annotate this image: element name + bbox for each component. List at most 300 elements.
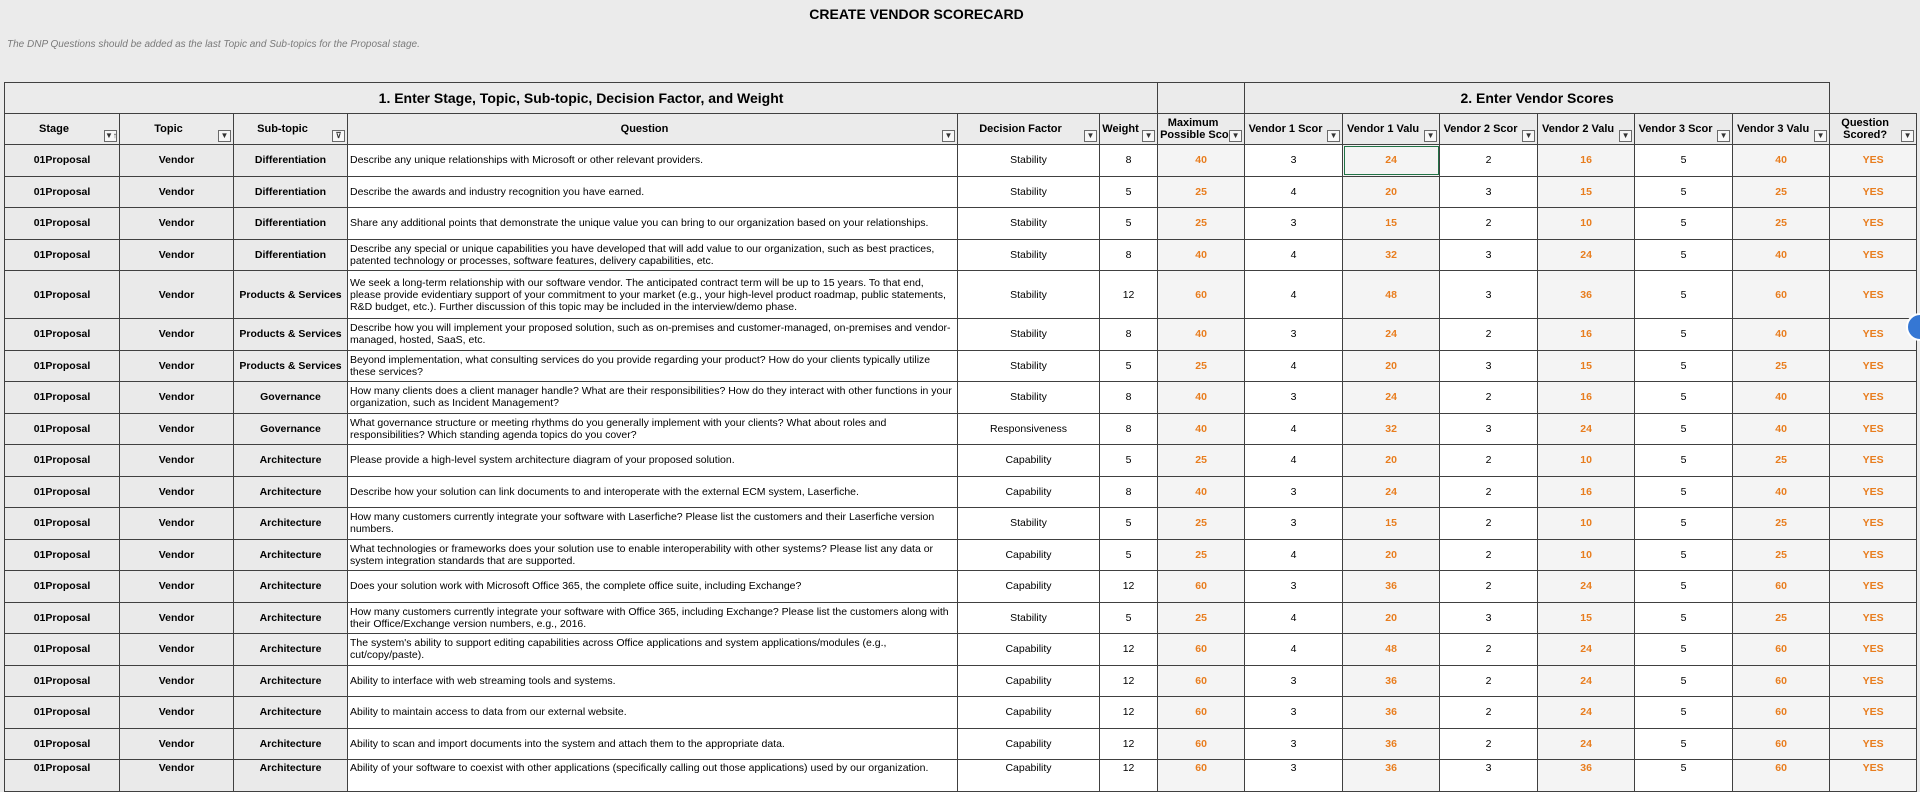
subtopic-cell[interactable]: Products & Services: [234, 319, 348, 351]
vendor1-score-cell[interactable]: 3: [1245, 508, 1343, 540]
question-scored-cell[interactable]: YES: [1830, 571, 1917, 603]
vendor2-score-cell[interactable]: 2: [1440, 634, 1538, 666]
max-score-cell[interactable]: 60: [1158, 728, 1245, 760]
decision-factor-cell[interactable]: Stability: [958, 350, 1100, 382]
vendor3-score-cell[interactable]: 5: [1635, 728, 1733, 760]
vendor3-score-cell[interactable]: 5: [1635, 571, 1733, 603]
stage-cell[interactable]: 01Proposal: [5, 271, 120, 319]
weight-cell[interactable]: 8: [1100, 145, 1158, 177]
vendor2-value-cell[interactable]: 24: [1538, 634, 1635, 666]
max-score-cell[interactable]: 40: [1158, 239, 1245, 271]
vendor2-value-cell[interactable]: 10: [1538, 508, 1635, 540]
vendor2-score-cell[interactable]: 2: [1440, 145, 1538, 177]
question-cell[interactable]: Describe any special or unique capabilities you have developed that will add value to our organization, such as best practices, patented technology or processes, software features, delivery capabilities, etc.: [348, 239, 958, 271]
vendor1-value-cell[interactable]: 36: [1343, 728, 1440, 760]
vendor3-value-cell[interactable]: 25: [1733, 445, 1830, 477]
column-header-topic[interactable]: Topic ▼: [120, 114, 234, 145]
stage-cell[interactable]: 01Proposal: [5, 176, 120, 208]
vendor2-value-cell[interactable]: 24: [1538, 665, 1635, 697]
weight-cell[interactable]: 5: [1100, 176, 1158, 208]
filter-dropdown-icon[interactable]: ▼: [1901, 130, 1914, 142]
stage-cell[interactable]: 01Proposal: [5, 602, 120, 634]
column-header-vendor3-value[interactable]: Vendor 3 Valu ▼: [1733, 114, 1830, 145]
question-cell[interactable]: Describe how you will implement your proposed solution, such as on-premises and customer-managed, on-premises and vendor-managed, hosted, SaaS, etc.: [348, 319, 958, 351]
question-scored-cell[interactable]: YES: [1830, 382, 1917, 414]
vendor1-score-cell[interactable]: 4: [1245, 539, 1343, 571]
subtopic-cell[interactable]: Architecture: [234, 665, 348, 697]
topic-cell[interactable]: Vendor: [120, 697, 234, 729]
weight-cell[interactable]: 12: [1100, 271, 1158, 319]
subtopic-cell[interactable]: Products & Services: [234, 350, 348, 382]
subtopic-cell[interactable]: Architecture: [234, 634, 348, 666]
decision-factor-cell[interactable]: Stability: [958, 508, 1100, 540]
vendor3-value-cell[interactable]: 25: [1733, 602, 1830, 634]
vendor2-value-cell[interactable]: 10: [1538, 445, 1635, 477]
weight-cell[interactable]: 8: [1100, 476, 1158, 508]
question-cell[interactable]: Share any additional points that demonstrate the unique value you can bring to our organization based on your relationships.: [348, 208, 958, 240]
topic-cell[interactable]: Vendor: [120, 445, 234, 477]
subtopic-cell[interactable]: Products & Services: [234, 271, 348, 319]
max-score-cell[interactable]: 25: [1158, 508, 1245, 540]
vendor2-value-cell[interactable]: 24: [1538, 697, 1635, 729]
question-scored-cell[interactable]: YES: [1830, 413, 1917, 445]
max-score-cell[interactable]: 60: [1158, 697, 1245, 729]
decision-factor-cell[interactable]: Capability: [958, 634, 1100, 666]
column-header-subtopic[interactable]: Sub-topic ⊽: [234, 114, 348, 145]
question-scored-cell[interactable]: YES: [1830, 508, 1917, 540]
question-cell[interactable]: Beyond implementation, what consulting services do you provide regarding your product? How do your clients typically utilize these services?: [348, 350, 958, 382]
vendor1-value-cell[interactable]: 48: [1343, 271, 1440, 319]
question-scored-cell[interactable]: YES: [1830, 476, 1917, 508]
question-cell[interactable]: Does your solution work with Microsoft Office 365, the complete office suite, including Exchange?: [348, 571, 958, 603]
question-cell[interactable]: Ability to scan and import documents into the system and attach them to the appropriate data.: [348, 728, 958, 760]
vendor2-score-cell[interactable]: 2: [1440, 382, 1538, 414]
vendor1-value-cell[interactable]: 32: [1343, 413, 1440, 445]
question-cell[interactable]: Describe any unique relationships with Microsoft or other relevant providers.: [348, 145, 958, 177]
weight-cell[interactable]: 12: [1100, 697, 1158, 729]
vendor1-score-cell[interactable]: 3: [1245, 571, 1343, 603]
column-header-vendor1-score[interactable]: Vendor 1 Scor ▼: [1245, 114, 1343, 145]
topic-cell[interactable]: Vendor: [120, 413, 234, 445]
filter-dropdown-icon[interactable]: ▼: [218, 130, 231, 142]
decision-factor-cell[interactable]: Capability: [958, 728, 1100, 760]
vendor3-value-cell[interactable]: 25: [1733, 208, 1830, 240]
vendor3-score-cell[interactable]: 5: [1635, 413, 1733, 445]
subtopic-cell[interactable]: Differentiation: [234, 145, 348, 177]
decision-factor-cell[interactable]: Capability: [958, 476, 1100, 508]
vendor3-score-cell[interactable]: 5: [1635, 508, 1733, 540]
question-scored-cell[interactable]: YES: [1830, 728, 1917, 760]
subtopic-cell[interactable]: Architecture: [234, 728, 348, 760]
vendor1-value-cell[interactable]: 20: [1343, 539, 1440, 571]
weight-cell[interactable]: 5: [1100, 539, 1158, 571]
vendor3-score-cell[interactable]: 5: [1635, 350, 1733, 382]
vendor3-value-cell[interactable]: 40: [1733, 382, 1830, 414]
vendor3-score-cell[interactable]: 5: [1635, 539, 1733, 571]
topic-cell[interactable]: Vendor: [120, 665, 234, 697]
question-cell[interactable]: Describe the awards and industry recognition you have earned.: [348, 176, 958, 208]
subtopic-cell[interactable]: Architecture: [234, 476, 348, 508]
column-header-question-scored[interactable]: Question Scored? ▼: [1830, 114, 1917, 145]
question-cell[interactable]: The system's ability to support editing capabilities across Office applications and system applications/modules (e.g., cut/copy/paste).: [348, 634, 958, 666]
max-score-cell[interactable]: 40: [1158, 145, 1245, 177]
vendor3-score-cell[interactable]: 5: [1635, 760, 1733, 792]
vendor1-score-cell[interactable]: 4: [1245, 634, 1343, 666]
subtopic-cell[interactable]: Architecture: [234, 445, 348, 477]
stage-cell[interactable]: 01Proposal: [5, 208, 120, 240]
weight-cell[interactable]: 5: [1100, 508, 1158, 540]
vendor2-score-cell[interactable]: 2: [1440, 665, 1538, 697]
vendor1-value-cell[interactable]: 15: [1343, 508, 1440, 540]
decision-factor-cell[interactable]: Capability: [958, 571, 1100, 603]
vendor1-score-cell[interactable]: 4: [1245, 271, 1343, 319]
max-score-cell[interactable]: 25: [1158, 350, 1245, 382]
vendor3-value-cell[interactable]: 25: [1733, 176, 1830, 208]
weight-cell[interactable]: 12: [1100, 760, 1158, 792]
stage-cell[interactable]: 01Proposal: [5, 145, 120, 177]
vendor1-value-cell[interactable]: 15: [1343, 208, 1440, 240]
vendor3-value-cell[interactable]: 60: [1733, 634, 1830, 666]
subtopic-cell[interactable]: Architecture: [234, 602, 348, 634]
max-score-cell[interactable]: 60: [1158, 271, 1245, 319]
stage-cell[interactable]: 01Proposal: [5, 445, 120, 477]
vendor2-value-cell[interactable]: 15: [1538, 602, 1635, 634]
vendor2-score-cell[interactable]: 3: [1440, 413, 1538, 445]
filter-dropdown-icon[interactable]: ▼: [1229, 130, 1242, 142]
stage-cell[interactable]: 01Proposal: [5, 634, 120, 666]
vendor1-score-cell[interactable]: 4: [1245, 176, 1343, 208]
topic-cell[interactable]: Vendor: [120, 382, 234, 414]
filter-dropdown-icon[interactable]: ▼: [1424, 130, 1437, 142]
stage-cell[interactable]: 01Proposal: [5, 476, 120, 508]
question-scored-cell[interactable]: YES: [1830, 760, 1917, 792]
vendor3-score-cell[interactable]: 5: [1635, 271, 1733, 319]
vendor1-value-cell[interactable]: 36: [1343, 571, 1440, 603]
vendor1-value-cell[interactable]: 20: [1343, 445, 1440, 477]
vendor2-score-cell[interactable]: 3: [1440, 602, 1538, 634]
vendor3-score-cell[interactable]: 5: [1635, 602, 1733, 634]
vendor2-value-cell[interactable]: 10: [1538, 208, 1635, 240]
vendor3-score-cell[interactable]: 5: [1635, 634, 1733, 666]
vendor1-score-cell[interactable]: 4: [1245, 413, 1343, 445]
max-score-cell[interactable]: 60: [1158, 760, 1245, 792]
decision-factor-cell[interactable]: Capability: [958, 665, 1100, 697]
vendor3-value-cell[interactable]: 60: [1733, 760, 1830, 792]
vendor3-value-cell[interactable]: 25: [1733, 539, 1830, 571]
decision-factor-cell[interactable]: Stability: [958, 602, 1100, 634]
filter-dropdown-icon[interactable]: ▼: [1522, 130, 1535, 142]
vendor1-value-cell[interactable]: 24: [1343, 319, 1440, 351]
max-score-cell[interactable]: 40: [1158, 319, 1245, 351]
vendor1-score-cell[interactable]: 4: [1245, 239, 1343, 271]
weight-cell[interactable]: 8: [1100, 413, 1158, 445]
vendor3-value-cell[interactable]: 40: [1733, 476, 1830, 508]
vendor3-score-cell[interactable]: 5: [1635, 445, 1733, 477]
weight-cell[interactable]: 5: [1100, 445, 1158, 477]
vendor3-score-cell[interactable]: 5: [1635, 476, 1733, 508]
topic-cell[interactable]: Vendor: [120, 145, 234, 177]
vendor3-value-cell[interactable]: 60: [1733, 571, 1830, 603]
vendor1-score-cell[interactable]: 3: [1245, 728, 1343, 760]
subtopic-cell[interactable]: Architecture: [234, 539, 348, 571]
filter-dropdown-icon[interactable]: ▼: [1717, 130, 1730, 142]
vendor1-score-cell[interactable]: 3: [1245, 665, 1343, 697]
vendor3-score-cell[interactable]: 5: [1635, 319, 1733, 351]
subtopic-cell[interactable]: Architecture: [234, 760, 348, 792]
vendor2-score-cell[interactable]: 3: [1440, 176, 1538, 208]
stage-cell[interactable]: 01Proposal: [5, 508, 120, 540]
question-cell[interactable]: What governance structure or meeting rhythms do you generally implement with your clients? What about roles and responsibilities? Which standing agenda topics do you cover?: [348, 413, 958, 445]
question-cell[interactable]: Ability to interface with web streaming tools and systems.: [348, 665, 958, 697]
vendor2-score-cell[interactable]: 2: [1440, 319, 1538, 351]
max-score-cell[interactable]: 60: [1158, 634, 1245, 666]
topic-cell[interactable]: Vendor: [120, 539, 234, 571]
topic-cell[interactable]: Vendor: [120, 208, 234, 240]
vendor2-score-cell[interactable]: 2: [1440, 697, 1538, 729]
vendor3-score-cell[interactable]: 5: [1635, 145, 1733, 177]
vendor3-value-cell[interactable]: 60: [1733, 728, 1830, 760]
question-scored-cell[interactable]: YES: [1830, 319, 1917, 351]
filter-dropdown-icon[interactable]: ▼: [1084, 130, 1097, 142]
column-header-vendor2-score[interactable]: Vendor 2 Scor ▼: [1440, 114, 1538, 145]
column-header-vendor1-value[interactable]: Vendor 1 Valu ▼: [1343, 114, 1440, 145]
vendor2-value-cell[interactable]: 16: [1538, 145, 1635, 177]
topic-cell[interactable]: Vendor: [120, 728, 234, 760]
vendor3-score-cell[interactable]: 5: [1635, 665, 1733, 697]
question-scored-cell[interactable]: YES: [1830, 665, 1917, 697]
vendor1-value-cell[interactable]: 20: [1343, 176, 1440, 208]
vendor2-score-cell[interactable]: 3: [1440, 350, 1538, 382]
vendor3-score-cell[interactable]: 5: [1635, 382, 1733, 414]
vendor1-value-cell[interactable]: 24: [1343, 382, 1440, 414]
decision-factor-cell[interactable]: Stability: [958, 176, 1100, 208]
question-scored-cell[interactable]: YES: [1830, 697, 1917, 729]
vendor1-score-cell[interactable]: 3: [1245, 208, 1343, 240]
column-header-max-score[interactable]: Maximum Possible Sco ▼: [1158, 114, 1245, 145]
stage-cell[interactable]: 01Proposal: [5, 571, 120, 603]
question-scored-cell[interactable]: YES: [1830, 239, 1917, 271]
max-score-cell[interactable]: 25: [1158, 445, 1245, 477]
vendor3-score-cell[interactable]: 5: [1635, 239, 1733, 271]
question-cell[interactable]: Ability to maintain access to data from our external website.: [348, 697, 958, 729]
filter-funnel-icon[interactable]: ⊽: [332, 130, 345, 142]
max-score-cell[interactable]: 60: [1158, 665, 1245, 697]
weight-cell[interactable]: 12: [1100, 728, 1158, 760]
max-score-cell[interactable]: 40: [1158, 382, 1245, 414]
max-score-cell[interactable]: 40: [1158, 476, 1245, 508]
subtopic-cell[interactable]: Architecture: [234, 571, 348, 603]
stage-cell[interactable]: 01Proposal: [5, 350, 120, 382]
vendor3-value-cell[interactable]: 40: [1733, 239, 1830, 271]
vendor1-score-cell[interactable]: 4: [1245, 445, 1343, 477]
stage-cell[interactable]: 01Proposal: [5, 413, 120, 445]
vendor3-value-cell[interactable]: 60: [1733, 665, 1830, 697]
max-score-cell[interactable]: 60: [1158, 571, 1245, 603]
topic-cell[interactable]: Vendor: [120, 271, 234, 319]
filter-dropdown-icon[interactable]: ▼: [942, 130, 955, 142]
topic-cell[interactable]: Vendor: [120, 319, 234, 351]
column-header-vendor2-value[interactable]: Vendor 2 Valu ▼: [1538, 114, 1635, 145]
vendor3-value-cell[interactable]: 40: [1733, 319, 1830, 351]
sort-filter-icon[interactable]: ▼↑: [105, 131, 117, 140]
vendor2-value-cell[interactable]: 16: [1538, 319, 1635, 351]
vendor2-score-cell[interactable]: 3: [1440, 239, 1538, 271]
question-cell[interactable]: How many customers currently integrate your software with Laserfiche? Please list the customers and their Laserfiche version numbers.: [348, 508, 958, 540]
decision-factor-cell[interactable]: Capability: [958, 697, 1100, 729]
decision-factor-cell[interactable]: Stability: [958, 208, 1100, 240]
vendor1-value-cell[interactable]: 36: [1343, 760, 1440, 792]
weight-cell[interactable]: 8: [1100, 239, 1158, 271]
question-scored-cell[interactable]: YES: [1830, 145, 1917, 177]
weight-cell[interactable]: 12: [1100, 634, 1158, 666]
topic-cell[interactable]: Vendor: [120, 239, 234, 271]
subtopic-cell[interactable]: Architecture: [234, 697, 348, 729]
column-header-vendor3-score[interactable]: Vendor 3 Scor ▼: [1635, 114, 1733, 145]
vendor1-value-cell[interactable]: 24: [1343, 145, 1440, 177]
topic-cell[interactable]: Vendor: [120, 602, 234, 634]
vendor3-score-cell[interactable]: 5: [1635, 208, 1733, 240]
vendor3-score-cell[interactable]: 5: [1635, 697, 1733, 729]
decision-factor-cell[interactable]: Capability: [958, 445, 1100, 477]
question-cell[interactable]: How many customers currently integrate your software with Office 365, including Exchange? Please list the customers along with their Office/Exchange version numbers, e.g., 2016.: [348, 602, 958, 634]
vendor1-value-cell[interactable]: 48: [1343, 634, 1440, 666]
vendor1-score-cell[interactable]: 3: [1245, 145, 1343, 177]
question-cell[interactable]: What technologies or frameworks does your solution use to enable interoperability with other systems? Please list any data or system integration standards that are supported.: [348, 539, 958, 571]
question-scored-cell[interactable]: YES: [1830, 634, 1917, 666]
weight-cell[interactable]: 5: [1100, 602, 1158, 634]
topic-cell[interactable]: Vendor: [120, 571, 234, 603]
topic-cell[interactable]: Vendor: [120, 476, 234, 508]
max-score-cell[interactable]: 25: [1158, 602, 1245, 634]
vendor2-value-cell[interactable]: 15: [1538, 350, 1635, 382]
vendor1-value-cell[interactable]: 20: [1343, 602, 1440, 634]
subtopic-cell[interactable]: Differentiation: [234, 176, 348, 208]
subtopic-cell[interactable]: Differentiation: [234, 239, 348, 271]
vendor1-score-cell[interactable]: 3: [1245, 382, 1343, 414]
stage-cell[interactable]: 01Proposal: [5, 319, 120, 351]
weight-cell[interactable]: 5: [1100, 208, 1158, 240]
subtopic-cell[interactable]: Architecture: [234, 508, 348, 540]
topic-cell[interactable]: Vendor: [120, 350, 234, 382]
question-cell[interactable]: Please provide a high-level system architecture diagram of your proposed solution.: [348, 445, 958, 477]
question-scored-cell[interactable]: YES: [1830, 208, 1917, 240]
question-scored-cell[interactable]: YES: [1830, 176, 1917, 208]
max-score-cell[interactable]: 25: [1158, 176, 1245, 208]
column-header-question[interactable]: Question ▼: [348, 114, 958, 145]
vendor2-score-cell[interactable]: 2: [1440, 508, 1538, 540]
question-cell[interactable]: We seek a long-term relationship with our software vendor. The anticipated contract term will be up to 15 years. To that end, please provide evidentiary support of your commitment to your market (e.g., your high-level product roadmap, public statements, R&D budget, etc.). Further discussion of this topic may be included in the interview/demo phase.: [348, 271, 958, 319]
vendor1-value-cell[interactable]: 20: [1343, 350, 1440, 382]
decision-factor-cell[interactable]: Stability: [958, 145, 1100, 177]
decision-factor-cell[interactable]: Stability: [958, 271, 1100, 319]
vendor2-value-cell[interactable]: 24: [1538, 571, 1635, 603]
decision-factor-cell[interactable]: Stability: [958, 382, 1100, 414]
vendor3-value-cell[interactable]: 40: [1733, 413, 1830, 445]
vendor2-value-cell[interactable]: 36: [1538, 271, 1635, 319]
question-scored-cell[interactable]: YES: [1830, 445, 1917, 477]
vendor3-value-cell[interactable]: 60: [1733, 697, 1830, 729]
vendor2-score-cell[interactable]: 2: [1440, 476, 1538, 508]
vendor3-value-cell[interactable]: 25: [1733, 350, 1830, 382]
column-header-stage[interactable]: Stage ▼↑: [5, 114, 120, 145]
vendor1-value-cell[interactable]: 24: [1343, 476, 1440, 508]
vendor2-value-cell[interactable]: 36: [1538, 760, 1635, 792]
question-scored-cell[interactable]: YES: [1830, 602, 1917, 634]
question-cell[interactable]: Ability of your software to coexist with other applications (specifically calling out those applications) used by our organization.: [348, 760, 958, 792]
vendor2-score-cell[interactable]: 2: [1440, 445, 1538, 477]
decision-factor-cell[interactable]: Capability: [958, 539, 1100, 571]
vendor2-value-cell[interactable]: 24: [1538, 239, 1635, 271]
vendor2-score-cell[interactable]: 2: [1440, 539, 1538, 571]
vendor2-score-cell[interactable]: 3: [1440, 271, 1538, 319]
decision-factor-cell[interactable]: Stability: [958, 239, 1100, 271]
vendor1-value-cell[interactable]: 36: [1343, 697, 1440, 729]
vendor2-value-cell[interactable]: 10: [1538, 539, 1635, 571]
question-scored-cell[interactable]: YES: [1830, 539, 1917, 571]
vendor1-score-cell[interactable]: 3: [1245, 319, 1343, 351]
vendor1-score-cell[interactable]: 4: [1245, 602, 1343, 634]
column-header-weight[interactable]: Weight ▼: [1100, 114, 1158, 145]
vendor2-score-cell[interactable]: 2: [1440, 728, 1538, 760]
vendor1-score-cell[interactable]: 3: [1245, 697, 1343, 729]
vendor2-value-cell[interactable]: 24: [1538, 728, 1635, 760]
weight-cell[interactable]: 12: [1100, 665, 1158, 697]
stage-cell[interactable]: 01Proposal: [5, 239, 120, 271]
question-cell[interactable]: How many clients does a client manager handle? What are their responsibilities? How do they interact with other functions in your organization, such as Incident Management?: [348, 382, 958, 414]
weight-cell[interactable]: 8: [1100, 382, 1158, 414]
vendor1-score-cell[interactable]: 4: [1245, 350, 1343, 382]
subtopic-cell[interactable]: Differentiation: [234, 208, 348, 240]
question-scored-cell[interactable]: YES: [1830, 350, 1917, 382]
vendor3-score-cell[interactable]: 5: [1635, 176, 1733, 208]
question-cell[interactable]: Describe how your solution can link documents to and interoperate with the external ECM system, Laserfiche.: [348, 476, 958, 508]
stage-cell[interactable]: 01Proposal: [5, 760, 120, 792]
stage-cell[interactable]: 01Proposal: [5, 382, 120, 414]
max-score-cell[interactable]: 25: [1158, 539, 1245, 571]
decision-factor-cell[interactable]: Capability: [958, 760, 1100, 792]
vendor2-value-cell[interactable]: 24: [1538, 413, 1635, 445]
vendor3-value-cell[interactable]: 40: [1733, 145, 1830, 177]
vendor1-score-cell[interactable]: 3: [1245, 476, 1343, 508]
filter-dropdown-icon[interactable]: ▼: [1619, 130, 1632, 142]
column-header-decision-factor[interactable]: Decision Factor ▼: [958, 114, 1100, 145]
vendor3-value-cell[interactable]: 25: [1733, 508, 1830, 540]
topic-cell[interactable]: Vendor: [120, 176, 234, 208]
topic-cell[interactable]: Vendor: [120, 634, 234, 666]
vendor2-value-cell[interactable]: 15: [1538, 176, 1635, 208]
max-score-cell[interactable]: 40: [1158, 413, 1245, 445]
vendor1-value-cell[interactable]: 36: [1343, 665, 1440, 697]
vendor2-score-cell[interactable]: 3: [1440, 760, 1538, 792]
vendor3-value-cell[interactable]: 60: [1733, 271, 1830, 319]
vendor2-value-cell[interactable]: 16: [1538, 382, 1635, 414]
filter-dropdown-icon[interactable]: ▼: [1327, 130, 1340, 142]
max-score-cell[interactable]: 25: [1158, 208, 1245, 240]
vendor2-score-cell[interactable]: 2: [1440, 208, 1538, 240]
filter-dropdown-icon[interactable]: ▼: [1142, 130, 1155, 142]
weight-cell[interactable]: 12: [1100, 571, 1158, 603]
stage-cell[interactable]: 01Proposal: [5, 539, 120, 571]
question-scored-cell[interactable]: YES: [1830, 271, 1917, 319]
vendor2-value-cell[interactable]: 16: [1538, 476, 1635, 508]
stage-cell[interactable]: 01Proposal: [5, 665, 120, 697]
topic-cell[interactable]: Vendor: [120, 760, 234, 792]
filter-dropdown-icon[interactable]: ▼: [1814, 130, 1827, 142]
vendor2-score-cell[interactable]: 2: [1440, 571, 1538, 603]
subtopic-cell[interactable]: Governance: [234, 413, 348, 445]
vendor1-score-cell[interactable]: 3: [1245, 760, 1343, 792]
decision-factor-cell[interactable]: Responsiveness: [958, 413, 1100, 445]
